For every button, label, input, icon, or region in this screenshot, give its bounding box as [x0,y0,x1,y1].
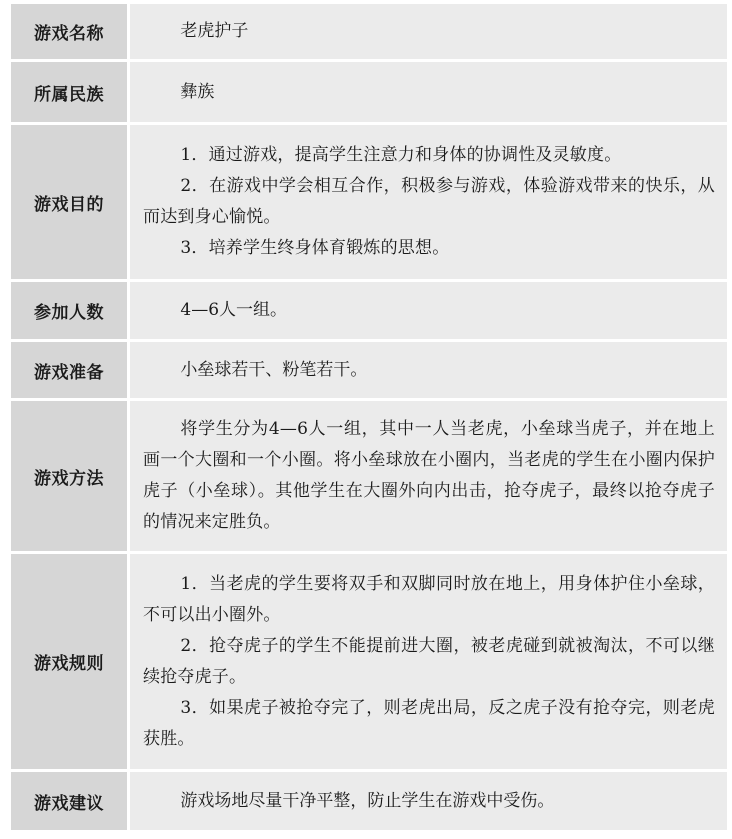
row-content [130,401,727,551]
row-game-name [11,4,727,62]
row-game-purpose [11,125,727,282]
row-suggestion [11,772,727,830]
row-content [130,62,727,122]
row-label: 游戏目的 [11,125,130,279]
row-text: 3．培养学生终身体育锻炼的思想。 [180,238,450,258]
row-participants [11,282,727,342]
row-content [130,125,727,279]
row-game-rules [11,554,727,772]
row-label: 游戏准备 [11,342,130,398]
row-label: 游戏建议 [11,772,130,830]
row-text: 2．抢夺虎子的学生不能提前进大圈，被老虎碰到就被淘汰，不可以继续抢夺虎子。 [143,635,715,687]
row-label: 参加人数 [11,282,130,339]
row-content [130,342,727,398]
row-label: 游戏名称 [11,4,130,59]
game-info-table [11,4,727,830]
row-text: 小垒球若干、粉笔若干。 [180,359,368,380]
row-text: 游戏场地尽量干净平整，防止学生在游戏中受伤。 [180,790,555,811]
row-text: 老虎护子 [180,21,249,41]
row-label: 游戏方法 [11,401,130,551]
row-text: 彝族 [180,81,215,102]
row-text: 1．当老虎的学生要将双手和双脚同时放在地上，用身体护住小垒球，不可以出小圈外。 [143,573,715,625]
row-content [130,282,727,339]
row-text: 将学生分为4—6人一组，其中一人当老虎，小垒球当虎子，并在地上画一个大圈和一个小圈。将小垒球放在小圈内，当老虎的学生在小圈内保护虎子（小垒球）。其他学生在大圈外向内出击，抢夺虎子，最终以抢夺虎子的情况来定胜负。 [143,419,715,532]
row-content [130,554,727,769]
row-text: 2．在游戏中学会相互合作，积极参与游戏，体验游戏带来的快乐，从而达到身心愉悦。 [143,176,715,227]
row-label: 所属民族 [11,62,130,122]
row-content [130,772,727,830]
row-game-method [11,401,727,554]
row-preparation [11,342,727,401]
row-content [130,4,727,59]
row-text: 4—6人一组。 [180,300,288,320]
row-text: 1．通过游戏，提高学生注意力和身体的协调性及灵敏度。 [180,145,622,165]
row-text: 3．如果虎子被抢夺完了，则老虎出局，反之虎子没有抢夺完，则老虎获胜。 [143,697,715,749]
row-ethnic-group [11,62,727,125]
row-label: 游戏规则 [11,554,130,769]
